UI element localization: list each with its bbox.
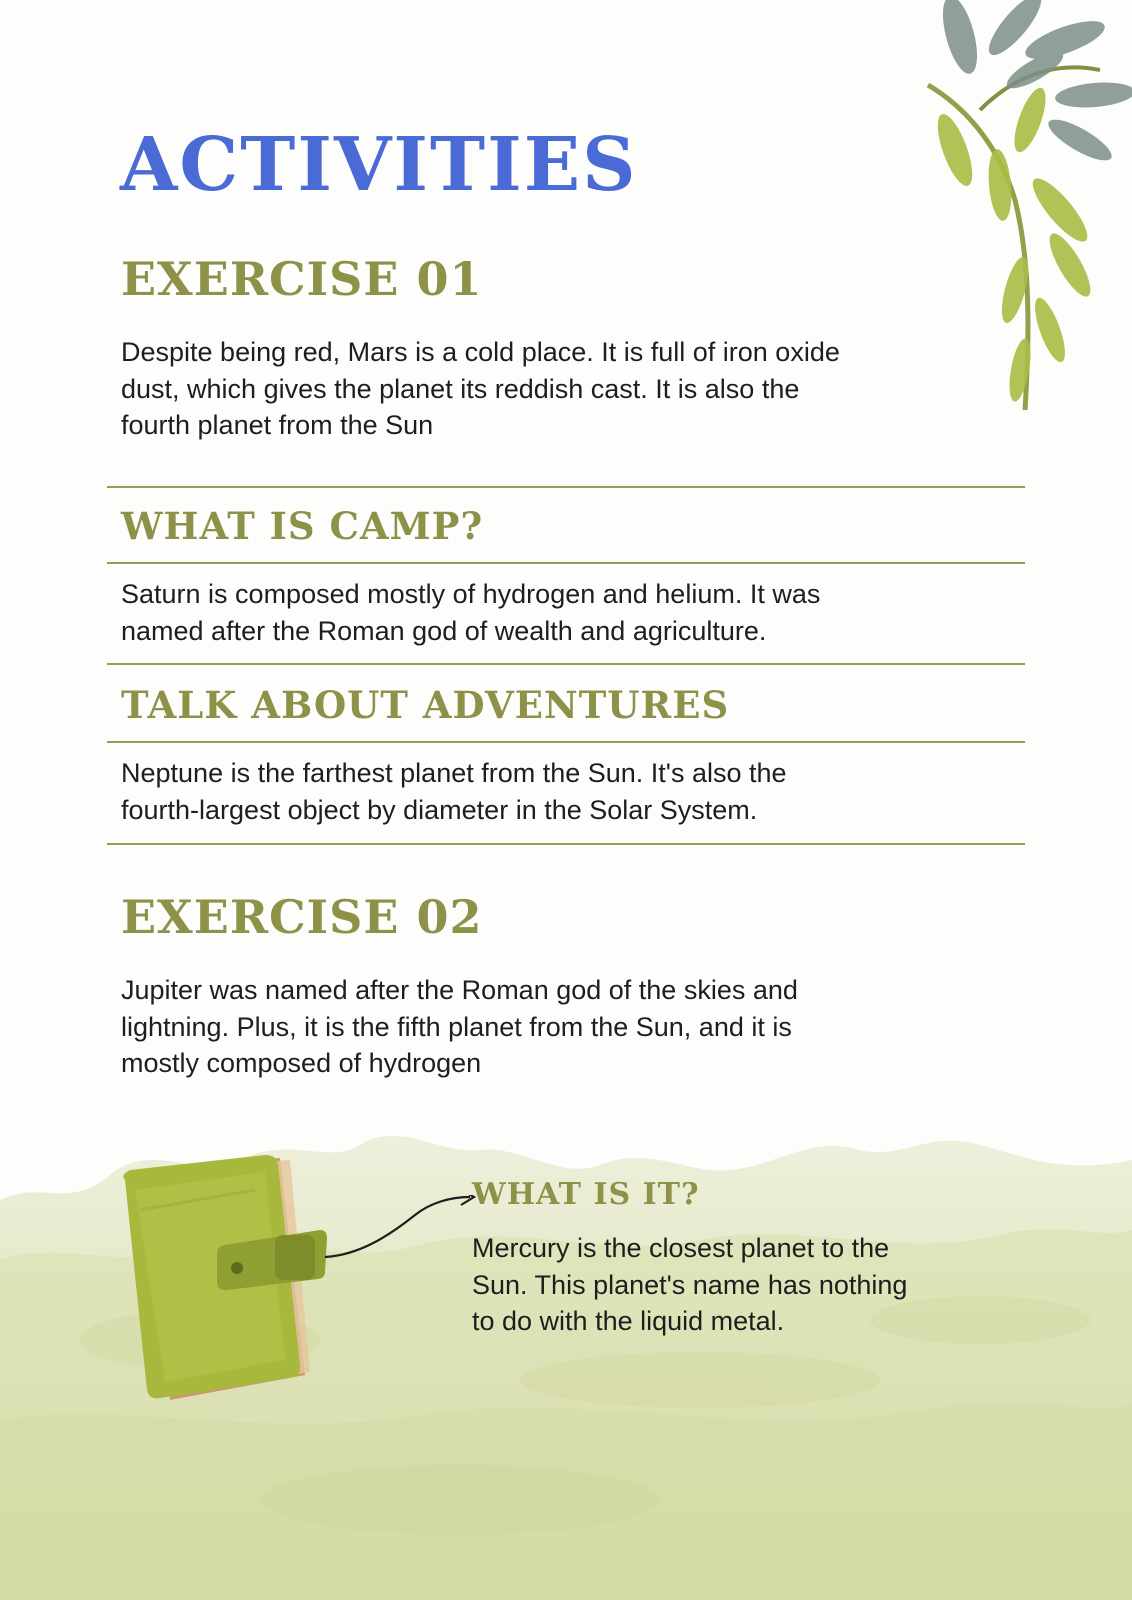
text-line: Mercury is the closest planet to the (472, 1233, 890, 1263)
exercise-01-heading: EXERCISE 01 (121, 252, 483, 306)
divider (107, 843, 1025, 845)
text-line: Neptune is the farthest planet from the Sun. It's also the (121, 758, 787, 788)
text-line: Saturn is composed mostly of hydrogen and helium. It was (121, 579, 821, 609)
callout-heading: WHAT IS IT? (472, 1177, 700, 1212)
divider (107, 562, 1025, 564)
text-line: dust, which gives the planet its reddish cast. It is also the (121, 373, 800, 404)
exercise-01-text (121, 334, 840, 444)
exercise-02-text (121, 972, 798, 1082)
notebook-icon (105, 1150, 335, 1410)
text-line: Sun. This planet's name has nothing (472, 1269, 908, 1300)
text-line: mostly composed of hydrogen (121, 1048, 482, 1078)
divider (107, 486, 1025, 488)
text-line: named after the Roman god of wealth and agriculture. (121, 615, 767, 646)
divider (107, 741, 1025, 743)
text-line: fourth planet from the Sun (121, 410, 434, 440)
curved-arrow-icon (320, 1195, 485, 1295)
section-heading-camp: WHAT IS CAMP? (121, 504, 484, 548)
text-line: fourth-largest object by diameter in the Solar System. (121, 794, 758, 825)
text-line: Despite being red, Mars is a cold place. It is full of iron oxide (121, 337, 840, 367)
section-text-camp (121, 576, 820, 649)
section-text-adventures (121, 755, 787, 828)
callout-text (472, 1230, 907, 1340)
text-line: Jupiter was named after the Roman god of the skies and (121, 975, 798, 1005)
section-heading-adventures: TALK ABOUT ADVENTURES (121, 683, 730, 727)
divider (107, 663, 1025, 665)
text-line: to do with the liquid metal. (472, 1306, 785, 1336)
exercise-02-heading: EXERCISE 02 (121, 890, 483, 944)
text-line: lightning. Plus, it is the fifth planet from the Sun, and it is (121, 1011, 792, 1042)
leaf-branch-icon (920, 0, 1132, 430)
page-title: ACTIVITIES (120, 122, 638, 208)
